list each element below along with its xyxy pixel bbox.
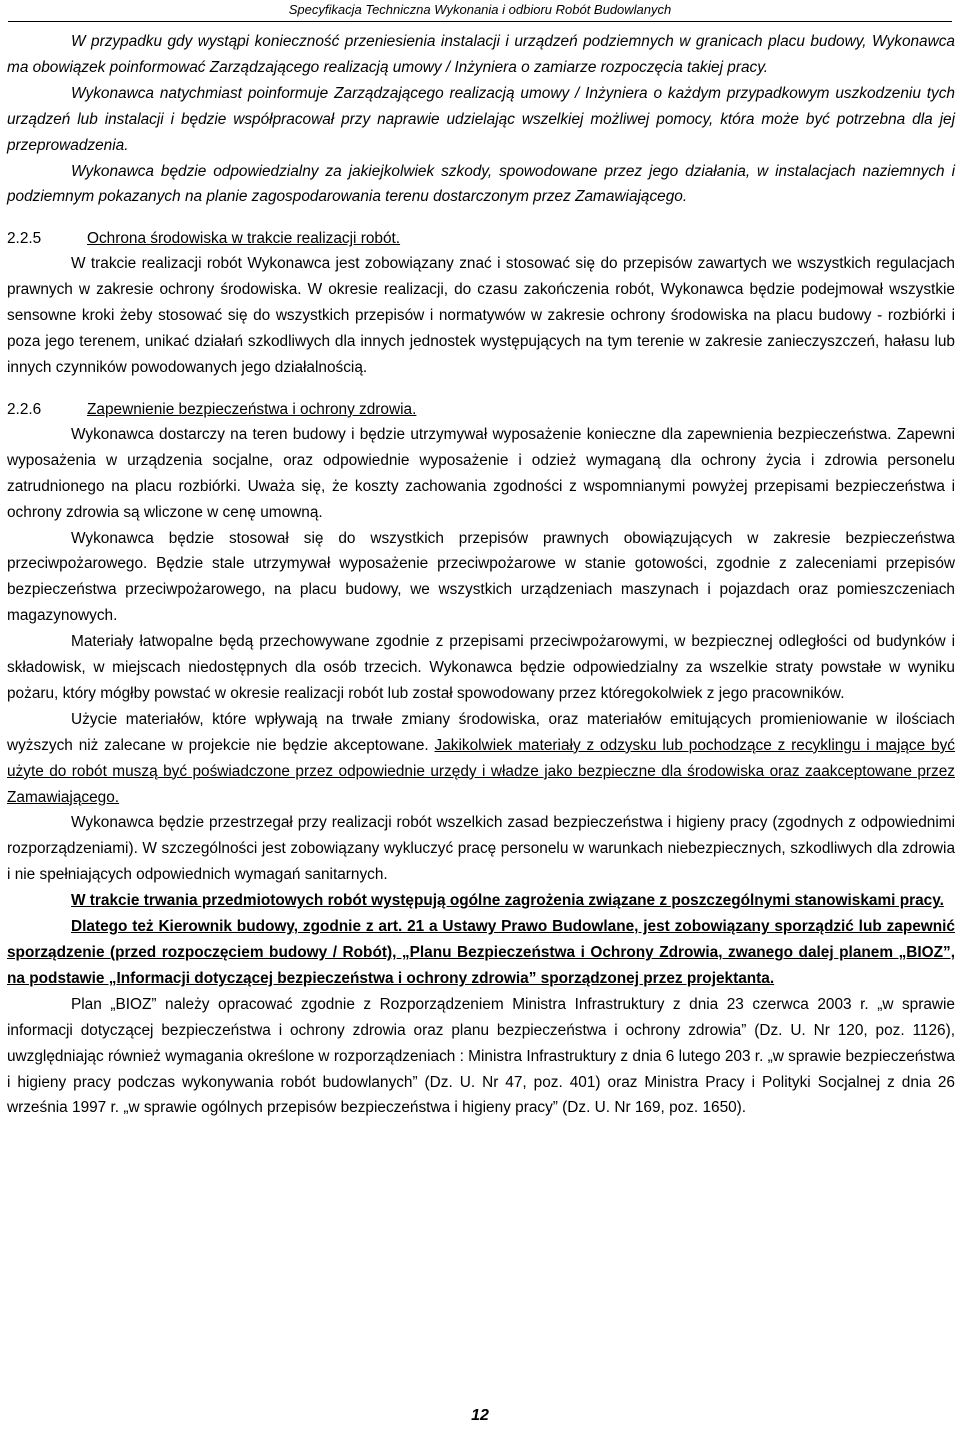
page-number: 12 [471, 1407, 489, 1424]
header-rule [8, 21, 952, 22]
paragraph-bioz-plan: Plan „BIOZ” należy opracować zgodnie z Rozporządzeniem Ministra Infrastruktury z dnia 23 czerwca 2003 r. „w sprawie informacji dotyczącej bezpieczeństwa i ochrony zdrowia oraz planu bezpieczeństwa i ochrony zdrowia” (Dz. U. Nr 120, poz. 1126), uwzględniając również wymagania określone w rozporządzeniach : Ministra Infrastruktury z dnia 6 lutego 203 r. „w sprawie bezpieczeństwa i higieny pracy podczas wykonywania robót budowlanych” (Dz. U. Nr 47, poz. 401) oraz Ministra Pracy i Polityki Socjalnej z dnia 26 września 1997 r. „w sprawie ogólnych przepisów bezpieczeństwa i higieny pracy” (Dz. U. Nr 169, poz. 1650). [7, 995, 955, 1117]
running-header: Specyfikacja Techniczna Wykonania i odbioru Robót Budowlanych [288, 2, 672, 17]
recycled-materials-text: Jakikolwiek materiały z odzysku lub pochodzące z recyklingu i mające być użyte do robót muszą być poświadczone przez odpowiednie urzędy i władze jako bezpieczne dla środowiska oraz zaakceptowane przez Zamawiającego. [7, 736, 955, 806]
materials-text: Użycie materiałów, które wpływają na trwałe zmiany środowiska, oraz materiałów emitujących promieniowanie w ilościach wyższych niż zalecane w projekcie nie będzie akceptowane. [7, 710, 955, 754]
paragraph-safety-equipment: Wykonawca dostarczy na teren budowy i będzie utrzymywał wyposażenie konieczne dla zapewnienia bezpieczeństwa. Zapewni wyposażenia w urządzenia socjalne, oraz odpowiednie wyposażenie i odzież wymaganą dla ochrony życia i zdrowia personelu zatrudnionego na placu rozbiórki. Uważa się, że koszty zachowania zgodności z wspomnianymi powyżej przepisami bezpieczeństwa i ochrony zdrowia są wliczone w cenę umowną. [7, 425, 955, 521]
section-number: 2.2.6 [7, 400, 42, 418]
paragraph-damage-report: Wykonawca natychmiast poinformuje Zarządzającego realizacją umowy / Inżyniera o każdym przypadkowym uszkodzeniu tych urządzeń lub instalacji i będzie współpracował przy naprawie udzielając wszelkiej możliwej pomocy, która może być potrzebna dla jej przeprowadzenia. [7, 84, 955, 154]
section-title: Zapewnienie bezpieczeństwa i ochrony zdrowia. [87, 400, 417, 418]
paragraph-flammable-materials: Materiały łatwopalne będą przechowywane zgodnie z przepisami przeciwpożarowymi, w bezpiecznej odległości od budynków i składowisk, w miejscach niedostępnych dla osób trzecich. Wykonawca będzie odpowiedzialny za wszelkie straty powstałe w wyniku pożaru, który mógłby powstać w okresie realizacji robót lub został spowodowany przez któregokolwiek z jego pracowników. [7, 633, 955, 702]
section-heading-2-2-6 [7, 397, 955, 422]
paragraph-fire-safety: Wykonawca będzie stosował się do wszystkich przepisów prawnych obowiązujących w zakresie bezpieczeństwa przeciwpożarowego. Będzie stale utrzymywał wyposażenie przeciwpożarowe w stanie gotowości, zgodnie z zaleceniami przepisów bezpieczeństwa przeciwpożarowego, na placu budowy, we wszystkich urządzeniach maszynach i pojazdach oraz pomieszczeniach magazynowych. [7, 529, 955, 625]
paragraph-bioz-obligation: Dlatego też Kierownik budowy, zgodnie z art. 21 a Ustawy Prawo Budowlane, jest zobowiązany sporządzić lub zapewnić sporządzenie (przed rozpoczęciem budowy / Robót), „Planu Bezpieczeństwa i Ochrony Zdrowia, zwanego dalej planem „BIOZ”, na podstawie „Informacji dotyczącej bezpieczeństwa i ochrony zdrowia” sporządzonej przez projektanta. [7, 918, 955, 987]
spacer [7, 381, 955, 397]
section-number: 2.2.5 [7, 230, 42, 248]
section-title: Ochrona środowiska w trakcie realizacji robót. [87, 230, 401, 248]
paragraph-relocation-notice: W przypadku gdy wystąpi konieczność przeniesienia instalacji i urządzeń podziemnych w granicach placu budowy, Wykonawca ma obowiązek poinformować Zarządzającego realizacją umowy / Inżyniera o zamiarze rozpoczęcia takiej pracy. [7, 33, 955, 76]
section-heading-2-2-5 [7, 226, 955, 251]
paragraph-environment: W trakcie realizacji robót Wykonawca jest zobowiązany znać i stosować się do przepisów zawartych we wszystkich regulacjach prawnych w zakresie ochrony środowiska. W okresie realizacji, do czasu zakończenia robót, Wykonawca będzie podejmował wszystkie sensowne kroki żeby stosować się do wszystkich przepisów i normatywów w zakresie ochrony środowiska na placu budowy - rozbiórki i poza jego terenem, unikać działań szkodliwych dla innych jednostek występujących na tym terenie w zakresie zanieczyszczeń, hałasu lub innych czynników powodowanych jego działalnością. [7, 255, 955, 376]
paragraph-materials-usage [7, 707, 955, 811]
spacer [7, 210, 955, 226]
document-body [7, 29, 955, 1121]
paragraph-liability: Wykonawca będzie odpowiedzialny za jakiejkolwiek szkody, spowodowane przez jego działania, w instalacjach naziemnych i podziemnym pokazanych na planie zagospodarowania terenu dostarczonym przez Zamawiającego. [7, 162, 955, 206]
paragraph-hazards: W trakcie trwania przedmiotowych robót występują ogólne zagrożenia związane z poszczególnymi stanowiskami pracy. [71, 892, 944, 910]
paragraph-health-hygiene: Wykonawca będzie przestrzegał przy realizacji robót wszelkich zasad bezpieczeństwa i higieny pracy (zgodnych z odpowiednimi rozporządzeniami). W szczególności jest zobowiązany wykluczyć pracę personelu w warunkach niebezpiecznych, szkodliwych dla zdrowia i nie spełniających odpowiednich wymagań sanitarnych. [7, 814, 955, 884]
